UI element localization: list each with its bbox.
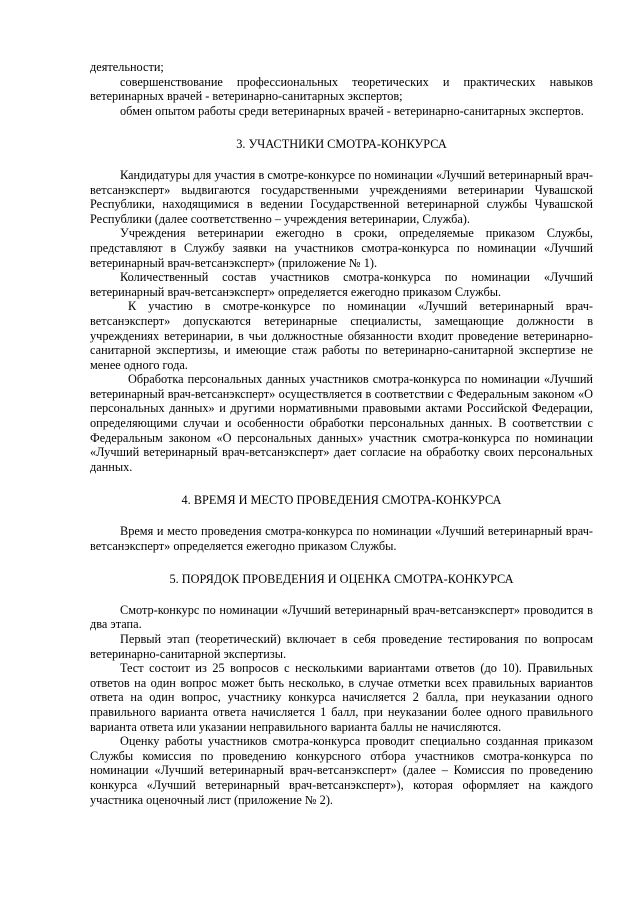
section-5-paragraph-3: Тест состоит из 25 вопросов с несколькими вариантами ответов (до 10). Правильных ответов на один вопрос может быть несколько, в случае отметки всех правильных вариантов ответа на один вопрос, участнику конкурса начисляется 2 балла, при неуказании одного правильного варианта ответа начисляется 1 балл, при неуказании более одного правильного варианта ответа или указании неправильного варианта баллы не начисляются. — [90, 661, 593, 734]
section-4-heading: 4. ВРЕМЯ И МЕСТО ПРОВЕДЕНИЯ СМОТРА-КОНКУРСА — [181, 493, 502, 508]
section-3-paragraph-2: Учреждения ветеринарии ежегодно в сроки, определяемые приказом Службы, представляют в Службу заявки на участников смотра-конкурса по номинации «Лучший ветеринарный врач-ветсанэксперт» (приложение № 1). — [90, 226, 593, 270]
section-3-paragraph-4: К участию в смотре-конкурсе по номинации «Лучший ветеринарный врач-ветсанэксперт» допускаются ветеринарные специалисты, замещающие должности в учреждениях ветеринарии, в чьи должностные обязанности входит проведение ветеринарно-санитарной экспертизы, и имеющие стаж работы по ветеринарно-санитарной экспертизе не менее одного года. — [90, 299, 593, 372]
section-5-heading: 5. ПОРЯДОК ПРОВЕДЕНИЯ И ОЦЕНКА СМОТРА-КОНКУРСА — [169, 572, 514, 587]
section-4-paragraph-1: Время и место проведения смотра-конкурса по номинации «Лучший ветеринарный врач-ветсанэксперт» определяется ежегодно приказом Службы. — [90, 524, 593, 553]
paragraph-intro-1: совершенствование профессиональных теоретических и практических навыков ветеринарных врачей - ветеринарно-санитарных экспертов; — [90, 74, 593, 104]
section-5-paragraph-2: Первый этап (теоретический) включает в себя проведение тестирования по вопросам ветеринарно-санитарной экспертизы. — [90, 632, 593, 661]
section-3-paragraph-1: Кандидатуры для участия в смотре-конкурсе по номинации «Лучший ветеринарный врач-ветсанэксперт» выдвигаются государственными учреждениями ветеринарии Чувашской Республики, находящимися в ведении Государственной ветеринарной службы Чувашской Республики (далее соответственно – учреждения ветеринарии, Служба). — [90, 167, 593, 226]
paragraph-intro-0: деятельности; — [90, 60, 164, 74]
section-3-paragraph-3: Количественный состав участников смотра-конкурса по номинации «Лучший ветеринарный врач-ветсанэксперт» определяется ежегодно приказом Службы. — [90, 270, 593, 299]
section-3-paragraph-5: Обработка персональных данных участников смотра-конкурса по номинации «Лучший ветеринарный врач-ветсанэксперт» осуществляется в соответствии с Федеральным законом «О персональных данных» и другими нормативными правовыми актами Российской Федерации, определяющими случаи и особенности обработки персональных данных. В соответствии с Федеральным законом «О персональных данных» участник смотра-конкурса по номинации «Лучший ветеринарный врач-ветсанэксперт» дает согласие на обработку своих персональных данных. — [90, 372, 593, 474]
section-5-paragraph-1: Смотр-конкурс по номинации «Лучший ветеринарный врач-ветсанэксперт» проводится в два этапа. — [90, 602, 593, 632]
section-5-paragraph-4: Оценку работы участников смотра-конкурса проводит специально созданная приказом Службы комиссия по проведению конкурсного отбора участников смотра-конкурса по номинации «Лучший ветеринарный врач-ветсанэксперт» (далее – Комиссия по проведению конкурса «Лучший ветеринарный врач-ветсанэксперт»), которая оформляет на каждого участника оценочный лист (приложение № 2). — [90, 734, 593, 807]
document-page — [90, 60, 593, 807]
paragraph-intro-2: обмен опытом работы среди ветеринарных врачей - ветеринарно-санитарных экспертов. — [120, 103, 584, 118]
section-3-heading: 3. УЧАСТНИКИ СМОТРА-КОНКУРСА — [236, 137, 447, 152]
